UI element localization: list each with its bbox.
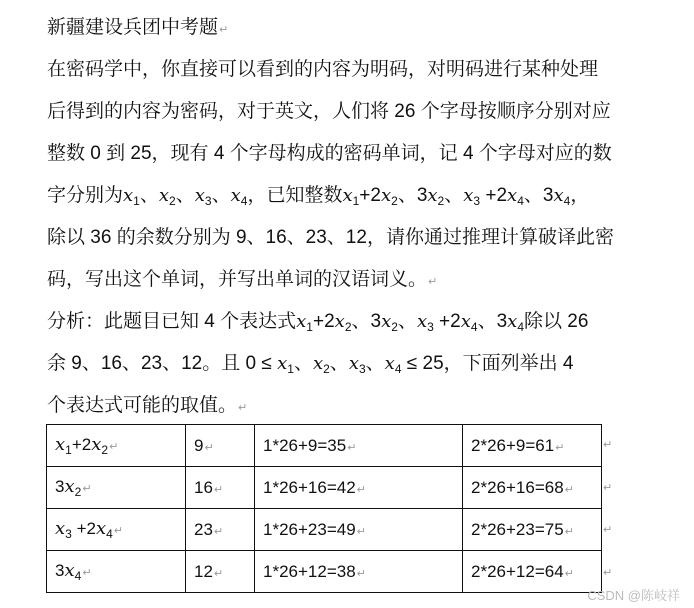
subscript: 4 xyxy=(517,194,524,208)
text-run: 9 xyxy=(194,435,204,455)
text-run: 2*26+23=75 xyxy=(471,519,564,539)
text-run: 除以 26 xyxy=(524,311,589,332)
math-variable: $x_2$ xyxy=(381,311,398,334)
row-end-mark-icon: ↵ xyxy=(603,481,613,494)
text-run: 字分别为 xyxy=(47,185,124,206)
math-variable: $x_1$ xyxy=(123,185,140,208)
subscript: 1 xyxy=(133,194,140,208)
table-cell xyxy=(186,425,255,467)
text-run: 个表达式可能的取值。 xyxy=(47,395,238,416)
text-run: +2 xyxy=(359,185,381,206)
paragraph-line xyxy=(47,49,607,91)
text-run: 、3 xyxy=(397,185,428,206)
subscript: 2 xyxy=(344,320,352,334)
paragraph-mark-icon: ↵ xyxy=(213,525,224,538)
math-variable: $x_1$ xyxy=(296,311,313,334)
math-variable: $x_4$ xyxy=(95,518,113,541)
math-variable: $x_4$ xyxy=(553,185,571,208)
paragraph-mark-icon: ↵ xyxy=(356,567,366,580)
text-run: 、 xyxy=(397,311,417,332)
paragraph-mark-icon: ↵ xyxy=(238,402,248,414)
paragraph-mark-icon: ↵ xyxy=(82,567,92,579)
text-run: 16 xyxy=(194,477,213,497)
paragraph-line xyxy=(47,175,607,217)
table-row xyxy=(47,551,602,593)
table-cell xyxy=(47,551,186,593)
paragraph-mark-icon: ↵ xyxy=(82,483,92,495)
text-run: ， xyxy=(570,185,590,206)
text-run: +2 xyxy=(71,435,92,454)
csdn-watermark: CSDN @陈岐祥 xyxy=(587,588,680,603)
paragraph-mark-icon: ↵ xyxy=(356,483,366,496)
text-run: 、3 xyxy=(477,311,508,332)
math-variable: $x_3$ xyxy=(463,185,481,208)
text-run: 1*26+23=49 xyxy=(263,519,356,539)
text-run: 整数 0 到 25，现有 4 个字母构成的密码单词，记 4 个字母对应的数 xyxy=(47,143,612,164)
paragraph-mark-icon: ↵ xyxy=(109,441,119,453)
table-cell xyxy=(255,551,463,593)
document-body xyxy=(47,7,614,427)
table-cell xyxy=(47,509,186,551)
text-run: 、 xyxy=(444,185,464,206)
math-variable: $x_4$ xyxy=(507,185,524,208)
text-run: 、 xyxy=(293,353,313,374)
subscript: 4 xyxy=(563,194,571,208)
math-variable: $x_3$ xyxy=(55,518,72,541)
paragraph-line xyxy=(47,91,611,133)
subscript: 3 xyxy=(427,320,434,334)
paragraph-line xyxy=(47,343,607,385)
paragraph-line xyxy=(47,385,607,427)
text-run: +2 xyxy=(433,311,461,332)
math-variable: $x_2$ xyxy=(64,476,82,499)
text-run: 除以 36 的余数分别为 9、16、23、12，请你通过推理计算破译此密 xyxy=(47,227,614,248)
text-run: 、3 xyxy=(351,311,382,332)
subscript: 1 xyxy=(352,194,360,208)
subscript: 2 xyxy=(391,320,398,334)
text-run: 3 xyxy=(55,561,65,580)
subscript: 2 xyxy=(391,194,398,208)
paragraph-line xyxy=(47,301,607,343)
document-title xyxy=(47,7,607,49)
math-variable: $x_2$ xyxy=(334,311,352,334)
text-run: 余 9、16、23、12。且 0 ≤ xyxy=(47,353,278,374)
table-cell xyxy=(463,551,602,593)
subscript: 3 xyxy=(65,527,72,541)
row-end-mark-icon: ↵ xyxy=(603,524,613,536)
text-run: 、 xyxy=(365,353,385,374)
paragraph-mark-icon: ↵ xyxy=(347,441,357,454)
subscript: 4 xyxy=(517,320,524,334)
math-variable: $x_1$ xyxy=(342,185,360,208)
math-variable: $x_2$ xyxy=(380,185,398,208)
subscript: 1 xyxy=(306,320,313,334)
text-run: 码，写出这个单词，并写出单词的汉语词义。 xyxy=(47,269,428,290)
text-run: 新疆建设兵团中考题 xyxy=(47,17,219,38)
paragraph-mark-icon: ↵ xyxy=(204,441,214,454)
table-cell xyxy=(255,425,463,467)
paragraph-line xyxy=(47,133,612,175)
table-row xyxy=(47,467,602,509)
paragraph-mark-icon: ↵ xyxy=(113,525,124,537)
subscript: 2 xyxy=(169,194,176,208)
math-variable: $x_3$ xyxy=(348,353,366,376)
paragraph-mark-icon: ↵ xyxy=(555,441,565,454)
text-run: 、3 xyxy=(523,185,554,206)
table-cell xyxy=(47,467,186,509)
math-variable: $x_3$ xyxy=(416,311,434,334)
table-cell xyxy=(186,467,255,509)
text-run: 、 xyxy=(139,185,159,206)
math-variable: $x_4$ xyxy=(230,185,248,208)
subscript: 4 xyxy=(470,320,478,334)
text-run: ≤ 25，下面列举出 4 xyxy=(401,353,574,374)
paragraph-mark-icon: ↵ xyxy=(428,276,438,288)
text-run: 分析：此题目已知 4 个表达式 xyxy=(47,311,297,332)
text-run: 、 xyxy=(175,185,195,206)
text-run: 1*26+9=35 xyxy=(263,435,347,455)
table-cell xyxy=(463,467,602,509)
table-cell xyxy=(186,551,255,593)
table-row xyxy=(47,425,602,467)
text-run: 、 xyxy=(211,185,231,206)
paragraph-mark-icon: ↵ xyxy=(219,24,229,36)
subscript: 4 xyxy=(240,194,248,208)
text-run: 2*26+9=61 xyxy=(471,435,555,455)
paragraph-line xyxy=(47,217,614,259)
text-run: 在密码学中，你直接可以看到的内容为明码，对明码进行某种处理 xyxy=(47,59,599,80)
math-variable: $x_2$ xyxy=(427,185,445,208)
text-run: 1*26+16=42 xyxy=(263,477,356,497)
subscript: 3 xyxy=(204,194,212,208)
table-cell xyxy=(255,509,463,551)
subscript: 1 xyxy=(65,443,72,457)
text-run: 、 xyxy=(329,353,349,374)
subscript: 4 xyxy=(74,569,82,583)
math-variable: $x_4$ xyxy=(460,311,478,334)
row-end-mark-icon: ↵ xyxy=(603,566,613,579)
text-run: 1*26+12=38 xyxy=(263,561,356,581)
subscript: 2 xyxy=(323,362,330,376)
table-cell xyxy=(47,425,186,467)
paragraph-line xyxy=(47,259,607,301)
table-cell xyxy=(463,425,602,467)
text-run: 12 xyxy=(194,561,213,581)
math-variable: $x_1$ xyxy=(277,353,294,376)
text-run: 后得到的内容为密码，对于英文，人们将 26 个字母按顺序分别对应 xyxy=(47,101,611,122)
text-run: +2 xyxy=(480,185,508,206)
subscript: 3 xyxy=(358,362,366,376)
text-run: 23 xyxy=(194,519,213,539)
table-cell xyxy=(463,509,602,551)
math-variable: $x_2$ xyxy=(312,353,330,376)
values-table xyxy=(46,424,602,593)
text-run: 2*26+12=64 xyxy=(471,561,564,581)
row-end-mark-icon: ↵ xyxy=(603,439,613,451)
math-variable: $x_4$ xyxy=(507,311,524,334)
subscript: 4 xyxy=(394,362,402,376)
table-cell xyxy=(255,467,463,509)
paragraph-mark-icon: ↵ xyxy=(564,483,574,496)
subscript: 2 xyxy=(74,485,82,499)
text-run: ，已知整数 xyxy=(247,185,343,206)
math-variable: $x_2$ xyxy=(91,434,109,457)
subscript: 4 xyxy=(106,527,113,541)
table-row xyxy=(47,509,602,551)
text-run: 3 xyxy=(55,477,65,496)
paragraph-mark-icon: ↵ xyxy=(213,567,224,580)
subscript: 2 xyxy=(101,443,109,457)
subscript: 3 xyxy=(473,194,481,208)
paragraph-mark-icon: ↵ xyxy=(564,567,574,580)
math-variable: $x_4$ xyxy=(384,353,402,376)
subscript: 1 xyxy=(287,362,294,376)
paragraph-mark-icon: ↵ xyxy=(213,483,224,496)
paragraph-mark-icon: ↵ xyxy=(564,525,574,538)
paragraph-mark-icon: ↵ xyxy=(356,525,366,538)
text-run: 2*26+16=68 xyxy=(471,477,564,497)
subscript: 2 xyxy=(437,194,445,208)
table-cell xyxy=(186,509,255,551)
math-variable: $x_3$ xyxy=(194,185,212,208)
text-run: +2 xyxy=(312,311,335,332)
math-variable: $x_2$ xyxy=(158,185,176,208)
math-variable: $x_1$ xyxy=(55,434,72,457)
text-run: +2 xyxy=(71,519,96,538)
math-variable: $x_4$ xyxy=(64,560,82,583)
